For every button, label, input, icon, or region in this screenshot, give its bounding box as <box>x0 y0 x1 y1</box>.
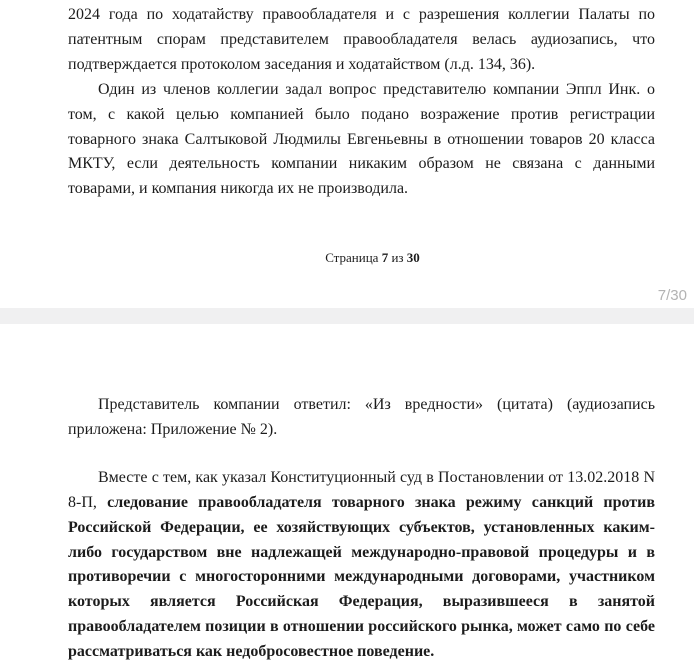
text-segment: Представитель компании ответил: «Из вредности» (цитата) (аудиозапись приложена: Приложение № 2). <box>68 396 655 438</box>
text-segment: Один из членов коллегии задал вопрос представителю компании Эппл Инк. о том, с какой целью компанией было подано возражение против регистрации товарного знака Салтыковой Людмилы Евгеньевны в отношении товаров 20 класса МКТУ, если деятельность компании никаким образом не связана с данными товарами, и компания никогда их не производила. <box>68 80 655 198</box>
page-gap-separator <box>0 308 694 324</box>
text-segment: 7 <box>381 250 389 265</box>
page-position-indicator: 7/30 <box>657 287 687 304</box>
text-segment: из <box>388 250 407 265</box>
document-paragraph <box>68 466 655 665</box>
text-segment: следование правообладателя товарного знака режиму санкций против Российской Федерации, ее хозяйствующих субъектов, установленных каким-либо государством вне надлежащей международно-правовой процедуры и в противоречии с многосторонними международными договорами, участником которых является Российская Федерация, выразившееся в занятой правообладателем позиции в отношении российского рынка, может само по себе рассматриваться как недобросовестное поведение. <box>68 493 655 661</box>
document-paragraph <box>68 3 655 78</box>
page-7-footer <box>79 250 666 266</box>
text-segment: 30 <box>406 250 420 265</box>
text-segment: Страница <box>325 250 382 265</box>
text-segment: Вместе с тем, как указал Конституционный суд в Постановлении от 13.02.2018 N 8-П, <box>68 468 655 511</box>
page-8-text-body <box>68 391 655 665</box>
text-segment: 2024 года по ходатайству правообладателя и с разрешения коллегии Палаты по патентным спорам представителем правообладателя велась аудиозапись, что подтверждается протоколом заседания и ходатайством (л.д. 134, 36). <box>68 6 655 73</box>
document-page-8 <box>0 391 700 668</box>
document-paragraph <box>68 78 655 203</box>
document-page-7 <box>0 0 700 308</box>
document-paragraph <box>68 393 655 443</box>
page-7-text-body <box>68 0 655 202</box>
